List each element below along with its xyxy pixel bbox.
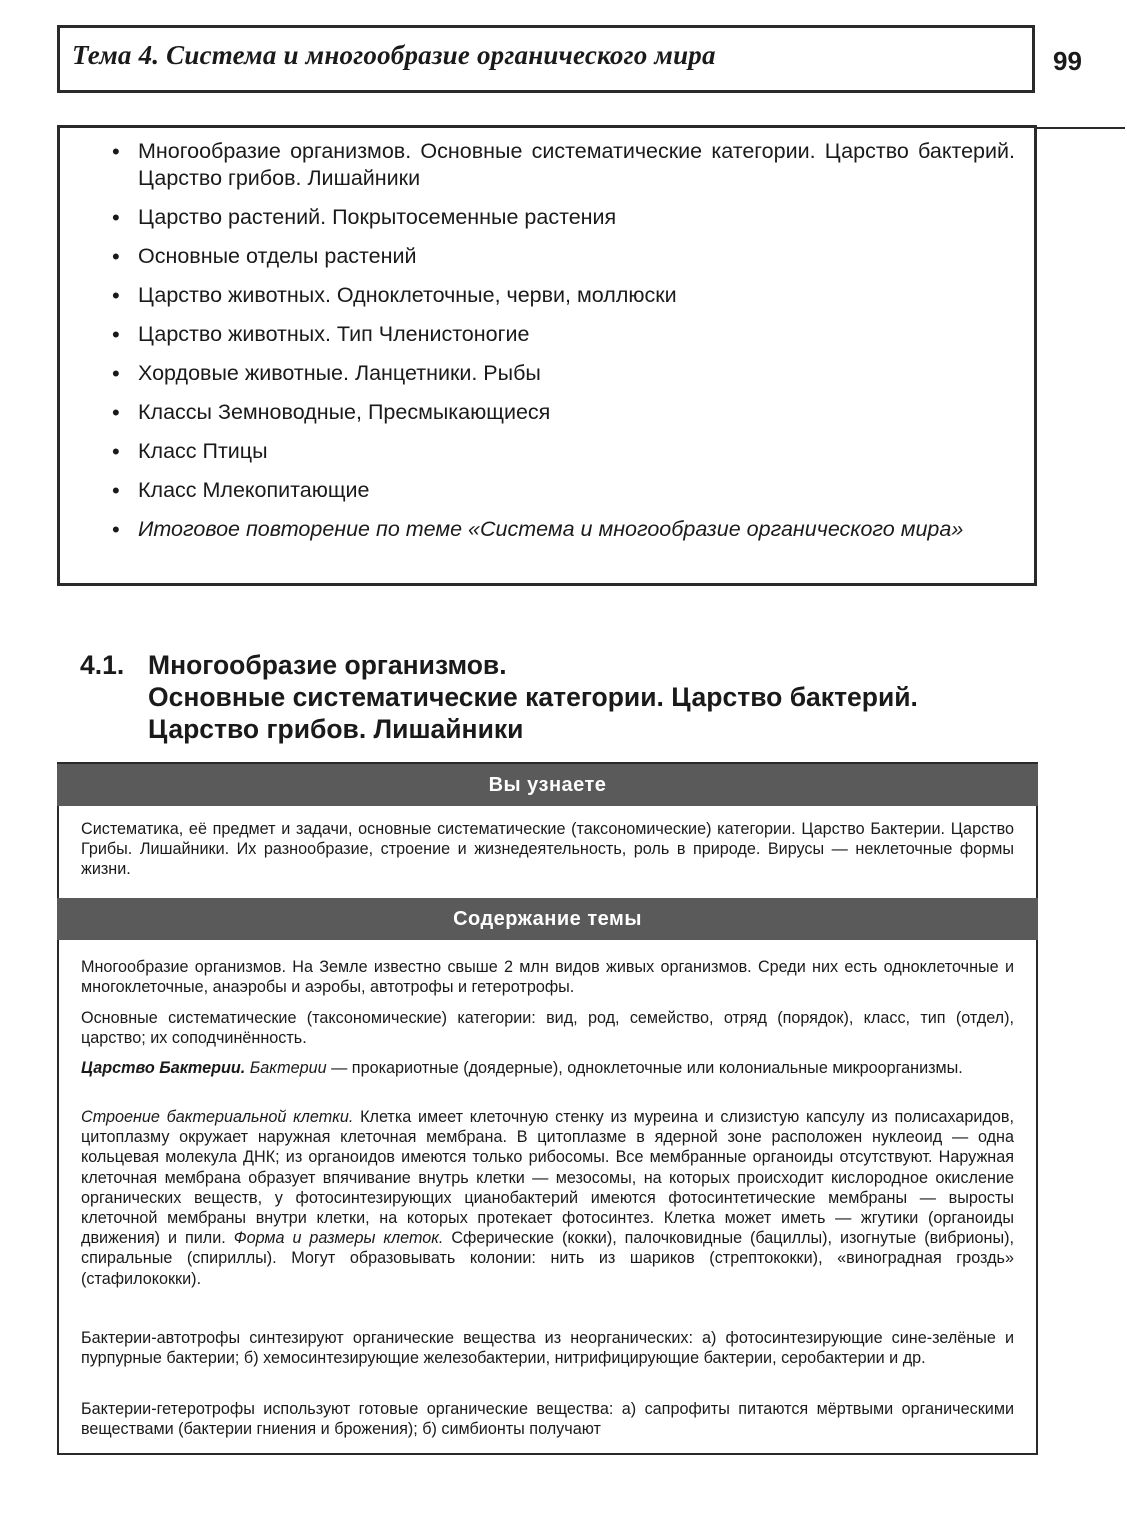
page-number: 99 (1053, 46, 1082, 76)
topic-item: • Основные отделы растений (112, 244, 417, 269)
section-title-line: Царство грибов. Лишайники (148, 714, 524, 744)
bullet-icon: • (112, 139, 120, 164)
page-title: Тема 4. Система и многообразие органического мира (72, 40, 716, 70)
section-title-line: Основные систематические категории. Царство бактерий. (148, 682, 918, 712)
content-heading: Содержание темы (57, 898, 1038, 940)
topic-item: • Царство растений. Покрытосеменные растения (112, 205, 617, 230)
section-number: 4.1. (80, 650, 125, 680)
paragraph-heterotrophs: Бактерии-гетеротрофы используют готовые органические вещества: а) сапрофиты питаются мёртвыми органическими веществами (бактерии гниения и брожения); б) симбионты получают (81, 1400, 1014, 1439)
paragraph-diversity: Многообразие организмов. На Земле известно свыше 2 млн видов живых организмов. Среди них есть одноклеточные и многоклеточные, анаэробы и аэробы, автотрофы и гетеротрофы. (81, 958, 1014, 997)
bullet-icon: • (112, 361, 120, 386)
header-divider (1035, 127, 1125, 129)
topic-item: • Класс Млекопитающие (112, 478, 370, 503)
bullet-icon: • (112, 244, 120, 269)
bullet-icon: • (112, 322, 120, 347)
learn-text: Систематика, её предмет и задачи, основные систематические (таксономические) категории. Царство Бактерии. Царство Грибы. Лишайники. Их разнообразие, строение и жизнедеятельность, роль в природе. Вирусы — неклеточные формы жизни. (81, 820, 1014, 879)
topic-list (110, 138, 1015, 555)
topic-item: • Царство животных. Одноклеточные, черви, моллюски (112, 283, 677, 308)
topic-item: • Многообразие организмов. Основные систематические категории. Царство бактерий. Царство грибов. Лишайники (112, 139, 1015, 190)
topic-item: • Царство животных. Тип Членистоногие (112, 322, 530, 347)
bullet-icon: • (112, 400, 120, 425)
topic-item: • Класс Птицы (112, 439, 268, 464)
paragraph-bacterial-cell: Строение бактериальной клетки. Клетка имеет клеточную стенку из муреина и слизистую капсулу из полисахаридов, цитоплазму окружает наружная клеточная мембрана. В цитоплазме в ядерной зоне расположен нуклеоид — одна кольцевая молекула ДНК; из органоидов имеются только рибосомы. Все мембранные органоиды отсутствуют. Наружная клеточная мембрана образует впячивание внутрь клетки — мезосомы, на которых происходит кислородное окисление органических веществ, у фотосинтезирующих цианобактерий имеются фотосинтетические мембраны — выросты клеточной мембраны внутри клетки, на которых протекает фотосинтез. Клетка может иметь — жгутики (органоиды движения) и пили. Форма и размеры клеток. Сферические (кокки), палочковидные (бациллы), изогнутые (вибрионы), спиральные (спириллы). Могут образовывать колонии: нить из шариков (стрептококки), «виноградная гроздь» (стафилококки). (81, 1108, 1015, 1288)
section-title-line: Многообразие организмов. (148, 650, 507, 680)
bullet-icon: • (112, 517, 120, 542)
bullet-icon: • (112, 205, 120, 230)
bullet-icon: • (112, 283, 120, 308)
paragraph-autotrophs: Бактерии-автотрофы синтезируют органические вещества из неорганических: а) фотосинтезирующие сине-зелёные и пурпурные бактерии; б) хемосинтезирующие железобактерии, нитрифицирующие бактерии, серобактерии и др. (81, 1329, 1014, 1368)
paragraph-taxonomy: Основные систематические (таксономические) категории: вид, род, семейство, отряд (порядок), класс, тип (отдел), царство; их соподчинённость. (81, 1009, 1014, 1048)
topic-item: • Классы Земноводные, Пресмыкающиеся (112, 400, 551, 425)
paragraph-bacteria-kingdom: Царство Бактерии. Бактерии — прокариотные (доядерные), одноклеточные или колониальные микроорганизмы. (81, 1059, 963, 1077)
topic-item: • Хордовые животные. Ланцетники. Рыбы (112, 361, 541, 386)
topic-item-summary: • Итоговое повторение по теме «Система и многообразие органического мира» (112, 517, 964, 542)
bullet-icon: • (112, 439, 120, 464)
bullet-icon: • (112, 478, 120, 503)
learn-heading: Вы узнаете (57, 764, 1038, 806)
